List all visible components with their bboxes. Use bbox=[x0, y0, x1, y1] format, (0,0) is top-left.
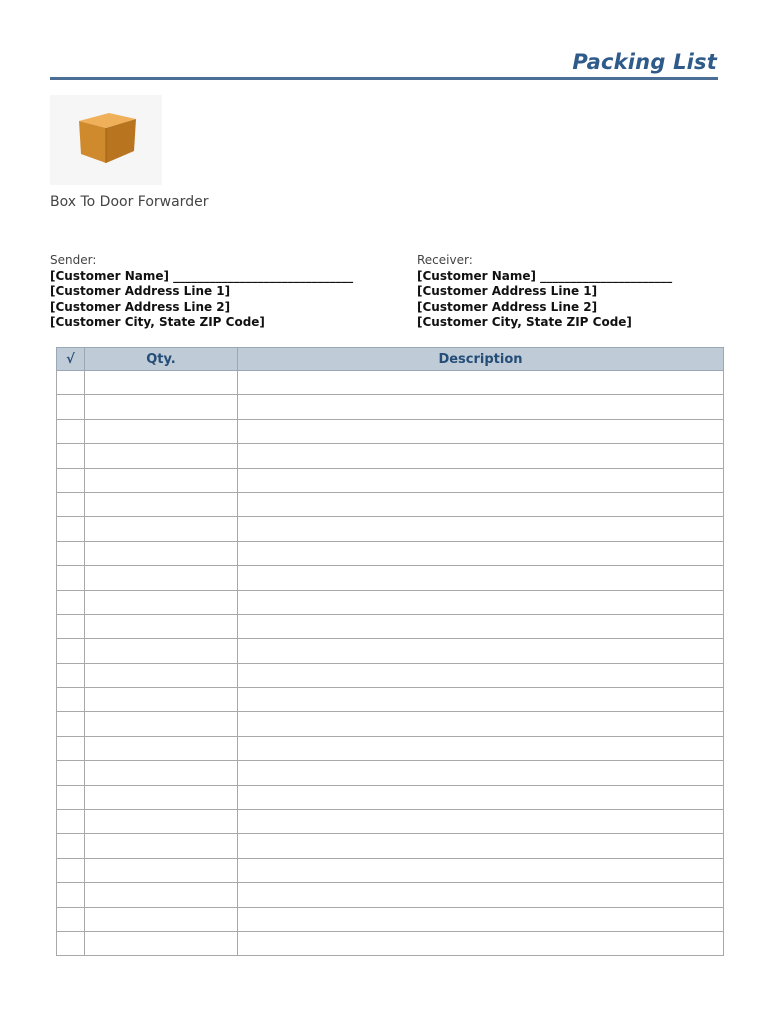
table-header-row bbox=[57, 348, 724, 371]
receiver-label: Receiver: bbox=[417, 253, 473, 267]
check-cell[interactable] bbox=[57, 590, 85, 614]
table-row bbox=[57, 444, 724, 468]
table-row bbox=[57, 761, 724, 785]
description-cell[interactable] bbox=[238, 566, 724, 590]
description-column-header: Description bbox=[238, 348, 724, 371]
check-cell[interactable] bbox=[57, 761, 85, 785]
qty-cell[interactable] bbox=[85, 785, 238, 809]
qty-cell[interactable] bbox=[85, 590, 238, 614]
description-cell[interactable] bbox=[238, 590, 724, 614]
check-cell[interactable] bbox=[57, 858, 85, 882]
description-cell[interactable] bbox=[238, 517, 724, 541]
table-row bbox=[57, 639, 724, 663]
check-cell[interactable] bbox=[57, 663, 85, 687]
qty-cell[interactable] bbox=[85, 736, 238, 760]
qty-cell[interactable] bbox=[85, 371, 238, 395]
sender-label: Sender: bbox=[50, 253, 97, 267]
description-cell[interactable] bbox=[238, 907, 724, 931]
check-cell[interactable] bbox=[57, 371, 85, 395]
title-divider bbox=[50, 77, 718, 80]
table-row bbox=[57, 566, 724, 590]
description-cell[interactable] bbox=[238, 834, 724, 858]
table-row bbox=[57, 834, 724, 858]
qty-column-header: Qty. bbox=[85, 348, 238, 371]
qty-cell[interactable] bbox=[85, 468, 238, 492]
table-row bbox=[57, 663, 724, 687]
sender-block bbox=[50, 253, 353, 331]
sender-address-line-1[interactable]: [Customer Address Line 1] bbox=[50, 284, 231, 299]
check-cell[interactable] bbox=[57, 931, 85, 955]
qty-cell[interactable] bbox=[85, 883, 238, 907]
page-title: Packing List bbox=[572, 50, 717, 74]
qty-cell[interactable] bbox=[85, 492, 238, 516]
qty-cell[interactable] bbox=[85, 566, 238, 590]
table-row bbox=[57, 712, 724, 736]
description-cell[interactable] bbox=[238, 931, 724, 955]
table-row bbox=[57, 468, 724, 492]
description-cell[interactable] bbox=[238, 614, 724, 638]
qty-cell[interactable] bbox=[85, 834, 238, 858]
description-cell[interactable] bbox=[238, 639, 724, 663]
check-cell[interactable] bbox=[57, 468, 85, 492]
description-cell[interactable] bbox=[238, 810, 724, 834]
table-row bbox=[57, 371, 724, 395]
table-row bbox=[57, 517, 724, 541]
table-row bbox=[57, 590, 724, 614]
sender-city-state-zip[interactable]: [Customer City, State ZIP Code] bbox=[50, 315, 265, 330]
table-row bbox=[57, 492, 724, 516]
description-cell[interactable] bbox=[238, 492, 724, 516]
qty-cell[interactable] bbox=[85, 541, 238, 565]
table-row bbox=[57, 688, 724, 712]
description-cell[interactable] bbox=[238, 419, 724, 443]
table-row bbox=[57, 419, 724, 443]
qty-cell[interactable] bbox=[85, 419, 238, 443]
check-cell[interactable] bbox=[57, 395, 85, 419]
qty-cell[interactable] bbox=[85, 517, 238, 541]
qty-cell[interactable] bbox=[85, 639, 238, 663]
check-cell[interactable] bbox=[57, 688, 85, 712]
receiver-city-state-zip[interactable]: [Customer City, State ZIP Code] bbox=[417, 315, 632, 330]
table-row bbox=[57, 907, 724, 931]
receiver-address-line-1[interactable]: [Customer Address Line 1] bbox=[417, 284, 598, 299]
table-row bbox=[57, 541, 724, 565]
check-cell[interactable] bbox=[57, 736, 85, 760]
description-cell[interactable] bbox=[238, 371, 724, 395]
check-cell[interactable] bbox=[57, 639, 85, 663]
packing-list-table bbox=[56, 347, 724, 956]
description-cell[interactable] bbox=[238, 395, 724, 419]
description-cell[interactable] bbox=[238, 688, 724, 712]
sender-name-field[interactable]: [Customer Name] ______________________________ bbox=[50, 268, 354, 283]
description-cell[interactable] bbox=[238, 541, 724, 565]
check-cell[interactable] bbox=[57, 712, 85, 736]
description-cell[interactable] bbox=[238, 444, 724, 468]
check-cell[interactable] bbox=[57, 492, 85, 516]
receiver-address-line-2[interactable]: [Customer Address Line 2] bbox=[417, 299, 598, 314]
description-cell[interactable] bbox=[238, 883, 724, 907]
table-row bbox=[57, 395, 724, 419]
receiver-block bbox=[417, 253, 672, 331]
description-cell[interactable] bbox=[238, 858, 724, 882]
check-cell[interactable] bbox=[57, 517, 85, 541]
qty-cell[interactable] bbox=[85, 712, 238, 736]
table-row bbox=[57, 810, 724, 834]
table-row bbox=[57, 931, 724, 955]
qty-cell[interactable] bbox=[85, 663, 238, 687]
check-cell[interactable] bbox=[57, 785, 85, 809]
company-name: Box To Door Forwarder bbox=[50, 194, 209, 210]
sender-address-line-2[interactable]: [Customer Address Line 2] bbox=[50, 299, 231, 314]
qty-cell[interactable] bbox=[85, 810, 238, 834]
check-cell[interactable] bbox=[57, 834, 85, 858]
check-cell[interactable] bbox=[57, 419, 85, 443]
table-row bbox=[57, 858, 724, 882]
qty-cell[interactable] bbox=[85, 858, 238, 882]
qty-cell[interactable] bbox=[85, 907, 238, 931]
table-row bbox=[57, 883, 724, 907]
check-cell[interactable] bbox=[57, 541, 85, 565]
description-cell[interactable] bbox=[238, 712, 724, 736]
check-cell[interactable] bbox=[57, 810, 85, 834]
qty-cell[interactable] bbox=[85, 444, 238, 468]
qty-cell[interactable] bbox=[85, 761, 238, 785]
company-logo bbox=[50, 95, 162, 185]
check-cell[interactable] bbox=[57, 907, 85, 931]
check-cell[interactable] bbox=[57, 566, 85, 590]
cardboard-box-icon bbox=[76, 109, 138, 165]
qty-cell[interactable] bbox=[85, 614, 238, 638]
description-cell[interactable] bbox=[238, 663, 724, 687]
check-column-header: √ bbox=[57, 348, 85, 371]
description-cell[interactable] bbox=[238, 468, 724, 492]
receiver-name-field[interactable]: [Customer Name] ______________________ bbox=[417, 268, 673, 283]
description-cell[interactable] bbox=[238, 785, 724, 809]
qty-cell[interactable] bbox=[85, 688, 238, 712]
qty-cell[interactable] bbox=[85, 931, 238, 955]
check-cell[interactable] bbox=[57, 614, 85, 638]
table-row bbox=[57, 785, 724, 809]
table-row bbox=[57, 614, 724, 638]
check-cell[interactable] bbox=[57, 444, 85, 468]
description-cell[interactable] bbox=[238, 736, 724, 760]
check-cell[interactable] bbox=[57, 883, 85, 907]
description-cell[interactable] bbox=[238, 761, 724, 785]
qty-cell[interactable] bbox=[85, 395, 238, 419]
table-row bbox=[57, 736, 724, 760]
